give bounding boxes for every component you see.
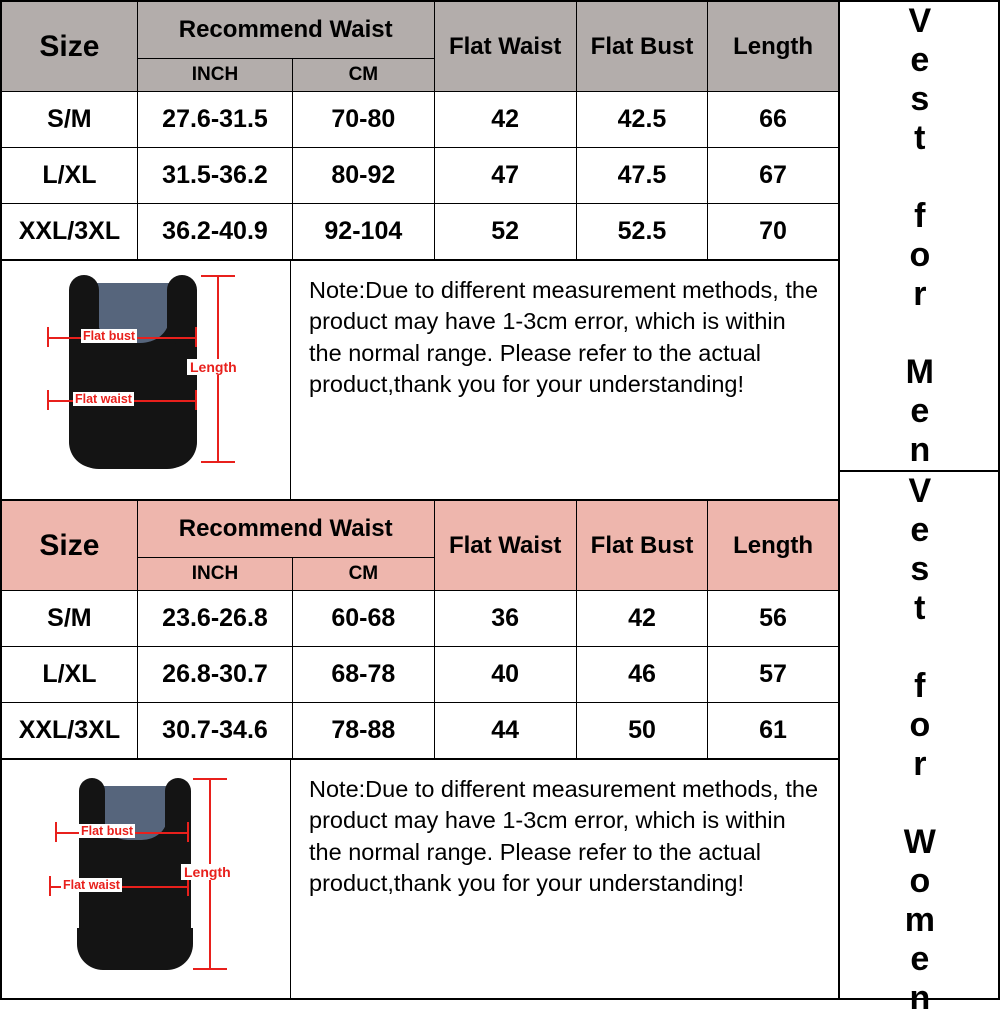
- note-cell-men: [291, 261, 838, 499]
- cell-cm: 80-92: [293, 148, 434, 204]
- cell-cm: 78-88: [293, 703, 434, 759]
- cell-size: S/M: [2, 591, 137, 647]
- note-text-women: Note:Due to different measurement methods, the product may have 1-3cm error, which is within the normal range. Please refer to the actual product,thank you for your understanding!: [309, 776, 819, 897]
- cell-inch: 23.6-26.8: [137, 591, 292, 647]
- header-flat-waist: Flat Waist: [434, 2, 576, 92]
- cell-size: L/XL: [2, 647, 137, 703]
- header-recommend-waist: Recommend Waist: [137, 2, 434, 59]
- length-tick-bottom: [201, 461, 235, 463]
- cell-length: 61: [708, 703, 838, 759]
- table-row: [2, 591, 838, 647]
- side-label-men-cell: [840, 2, 998, 470]
- vest-image-cell-women: [2, 760, 291, 998]
- cell-cm: 70-80: [293, 92, 434, 148]
- cell-flat-waist: 47: [434, 148, 576, 204]
- header-flat-bust: Flat Bust: [576, 501, 707, 591]
- size-table-women: [2, 501, 838, 759]
- cell-cm: 68-78: [293, 647, 434, 703]
- length-label: Length: [181, 864, 234, 880]
- vest-right-strap: [167, 275, 197, 345]
- cell-length: 70: [708, 204, 838, 260]
- cell-inch: 27.6-31.5: [137, 92, 292, 148]
- cell-inch: 30.7-34.6: [137, 703, 292, 759]
- panel-men: [2, 2, 838, 499]
- cell-size: S/M: [2, 92, 137, 148]
- table-row: [2, 703, 838, 759]
- cell-inch: 31.5-36.2: [137, 148, 292, 204]
- flat-waist-label: Flat waist: [75, 392, 132, 406]
- cell-length: 56: [708, 591, 838, 647]
- cell-flat-bust: 46: [576, 647, 707, 703]
- length-label: Length: [187, 359, 240, 375]
- cell-size: XXL/3XL: [2, 204, 137, 260]
- header-recommend-waist: Recommend Waist: [137, 501, 434, 558]
- vest-hem: [69, 431, 197, 469]
- flat-bust-tick-right: [195, 327, 197, 347]
- table-row: [2, 148, 838, 204]
- size-table-men: [2, 2, 838, 260]
- flat-waist-tick-left: [47, 390, 49, 410]
- cell-size: L/XL: [2, 148, 137, 204]
- cell-inch: 36.2-40.9: [137, 204, 292, 260]
- cell-length: 67: [708, 148, 838, 204]
- panel-women: [2, 499, 838, 998]
- main-column: [2, 2, 838, 998]
- cell-flat-waist: 52: [434, 204, 576, 260]
- subheader-inch: INCH: [137, 558, 292, 591]
- cell-flat-waist: 40: [434, 647, 576, 703]
- cell-cm: 60-68: [293, 591, 434, 647]
- header-flat-waist: Flat Waist: [434, 501, 576, 591]
- note-text-men: Note:Due to different measurement methods, the product may have 1-3cm error, which is within the normal range. Please refer to the actual product,thank you for your understanding!: [309, 277, 819, 398]
- cell-flat-waist: 36: [434, 591, 576, 647]
- header-size: Size: [2, 501, 137, 591]
- flat-waist-tick-right: [195, 390, 197, 410]
- side-label-women: Vest for Women: [900, 472, 939, 1018]
- cell-length: 66: [708, 92, 838, 148]
- cell-flat-waist: 44: [434, 703, 576, 759]
- side-label-column: [838, 2, 998, 1018]
- flat-bust-label: Flat bust: [81, 824, 134, 838]
- flat-waist-label: Flat waist: [63, 878, 120, 892]
- flat-bust-tick-left: [47, 327, 49, 347]
- cell-size: XXL/3XL: [2, 703, 137, 759]
- vest-image-cell-men: [2, 261, 291, 499]
- vest-diagram-men: [11, 261, 281, 499]
- flat-bust-tick-left: [55, 822, 57, 842]
- table-row: [2, 647, 838, 703]
- flat-bust-tick-right: [187, 822, 189, 842]
- header-length: Length: [708, 501, 838, 591]
- table-header-row: [2, 2, 838, 59]
- note-cell-women: [291, 760, 838, 998]
- flat-bust-label: Flat bust: [83, 329, 136, 343]
- vest-diagram-women: [11, 760, 281, 998]
- table-row: [2, 92, 838, 148]
- cell-flat-bust: 47.5: [576, 148, 707, 204]
- cell-flat-bust: 52.5: [576, 204, 707, 260]
- vest-hem: [77, 928, 193, 970]
- header-flat-bust: Flat Bust: [576, 2, 707, 92]
- length-tick-top: [193, 778, 227, 780]
- length-tick-top: [201, 275, 235, 277]
- subheader-cm-recommend: CM: [293, 59, 434, 92]
- cell-flat-waist: 42: [434, 92, 576, 148]
- table-row: [2, 204, 838, 260]
- cell-inch: 26.8-30.7: [137, 647, 292, 703]
- note-row-men: [2, 260, 838, 499]
- flat-waist-tick-left: [49, 876, 51, 896]
- length-tick-bottom: [193, 968, 227, 970]
- note-row-women: [2, 759, 838, 998]
- subheader-inch: INCH: [137, 59, 292, 92]
- side-label-women-cell: [840, 470, 998, 1018]
- cell-flat-bust: 42.5: [576, 92, 707, 148]
- header-length: Length: [708, 2, 838, 92]
- side-label-men: Vest for Men: [900, 2, 939, 470]
- table-header-row: [2, 501, 838, 558]
- subheader-cm-recommend: CM: [293, 558, 434, 591]
- cell-flat-bust: 50: [576, 703, 707, 759]
- cell-cm: 92-104: [293, 204, 434, 260]
- cell-flat-bust: 42: [576, 591, 707, 647]
- cell-length: 57: [708, 647, 838, 703]
- header-size: Size: [2, 2, 137, 92]
